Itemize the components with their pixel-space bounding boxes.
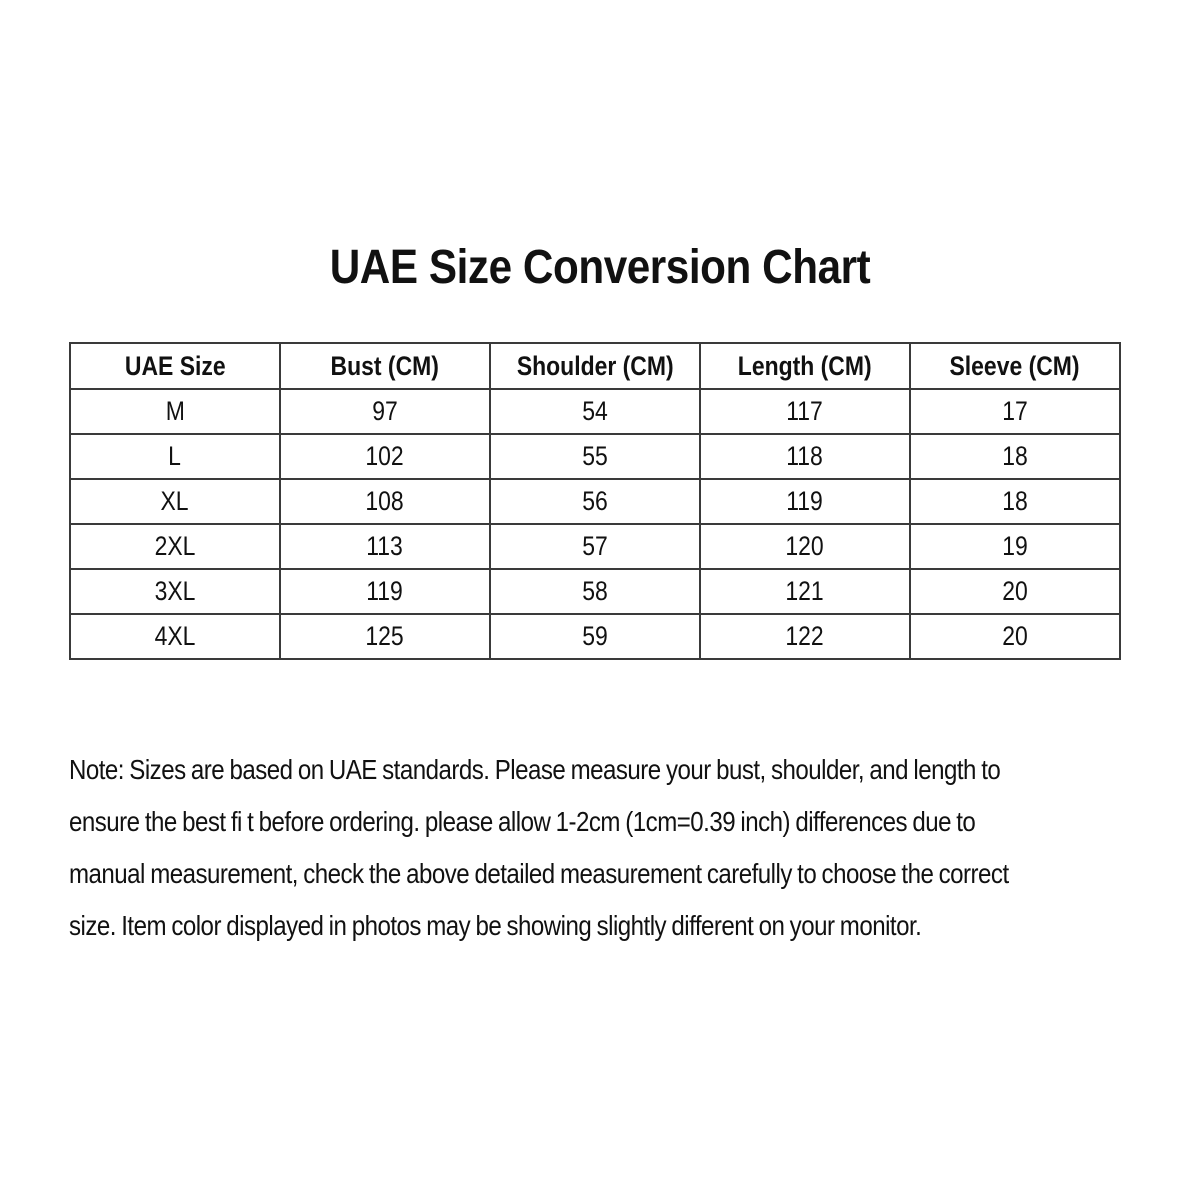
table-cell-sleeve: 20 xyxy=(910,569,1120,614)
table-cell-length: 121 xyxy=(700,569,910,614)
table-cell-shoulder: 57 xyxy=(490,524,700,569)
note-line: Note: Sizes are based on UAE standards. Please measure your bust, shoulder, and length to xyxy=(69,754,1001,785)
column-header-shoulder: Shoulder (CM) xyxy=(490,343,700,389)
table-cell-size: 3XL xyxy=(70,569,280,614)
table-cell-bust: 119 xyxy=(280,569,490,614)
table-cell-bust: 113 xyxy=(280,524,490,569)
table-cell-size: M xyxy=(70,389,280,434)
note-line: manual measurement, check the above detailed measurement carefully to choose the correct xyxy=(69,858,1009,889)
table-cell-size: 4XL xyxy=(70,614,280,659)
column-header-uae-size: UAE Size xyxy=(70,343,280,389)
table-cell-sleeve: 18 xyxy=(910,434,1120,479)
table-cell-sleeve: 17 xyxy=(910,389,1120,434)
size-chart-table xyxy=(69,342,1121,660)
note-line: size. Item color displayed in photos may be showing slightly different on your monitor. xyxy=(69,910,922,941)
table-row xyxy=(70,614,1120,659)
table-row xyxy=(70,524,1120,569)
table-cell-sleeve: 19 xyxy=(910,524,1120,569)
table-row xyxy=(70,479,1120,524)
table-cell-sleeve: 20 xyxy=(910,614,1120,659)
table-cell-bust: 102 xyxy=(280,434,490,479)
table-cell-length: 119 xyxy=(700,479,910,524)
table-cell-length: 120 xyxy=(700,524,910,569)
table-cell-size: XL xyxy=(70,479,280,524)
table-cell-shoulder: 55 xyxy=(490,434,700,479)
table-cell-length: 117 xyxy=(700,389,910,434)
table-cell-bust: 97 xyxy=(280,389,490,434)
note-paragraph xyxy=(69,744,1189,952)
table-cell-sleeve: 18 xyxy=(910,479,1120,524)
table-cell-shoulder: 56 xyxy=(490,479,700,524)
note-line: ensure the best fi t before ordering. please allow 1-2cm (1cm=0.39 inch) differences due to xyxy=(69,806,976,837)
table-row xyxy=(70,569,1120,614)
table-cell-shoulder: 54 xyxy=(490,389,700,434)
table-cell-shoulder: 59 xyxy=(490,614,700,659)
table-cell-shoulder: 58 xyxy=(490,569,700,614)
column-header-sleeve: Sleeve (CM) xyxy=(910,343,1120,389)
table-cell-bust: 125 xyxy=(280,614,490,659)
table-cell-bust: 108 xyxy=(280,479,490,524)
page-title: UAE Size Conversion Chart xyxy=(329,241,871,294)
table-cell-length: 118 xyxy=(700,434,910,479)
table-cell-length: 122 xyxy=(700,614,910,659)
table-cell-size: L xyxy=(70,434,280,479)
column-header-bust: Bust (CM) xyxy=(280,343,490,389)
table-row xyxy=(70,389,1120,434)
table-cell-size: 2XL xyxy=(70,524,280,569)
column-header-length: Length (CM) xyxy=(700,343,910,389)
table-row xyxy=(70,434,1120,479)
table-header-row xyxy=(70,343,1120,389)
